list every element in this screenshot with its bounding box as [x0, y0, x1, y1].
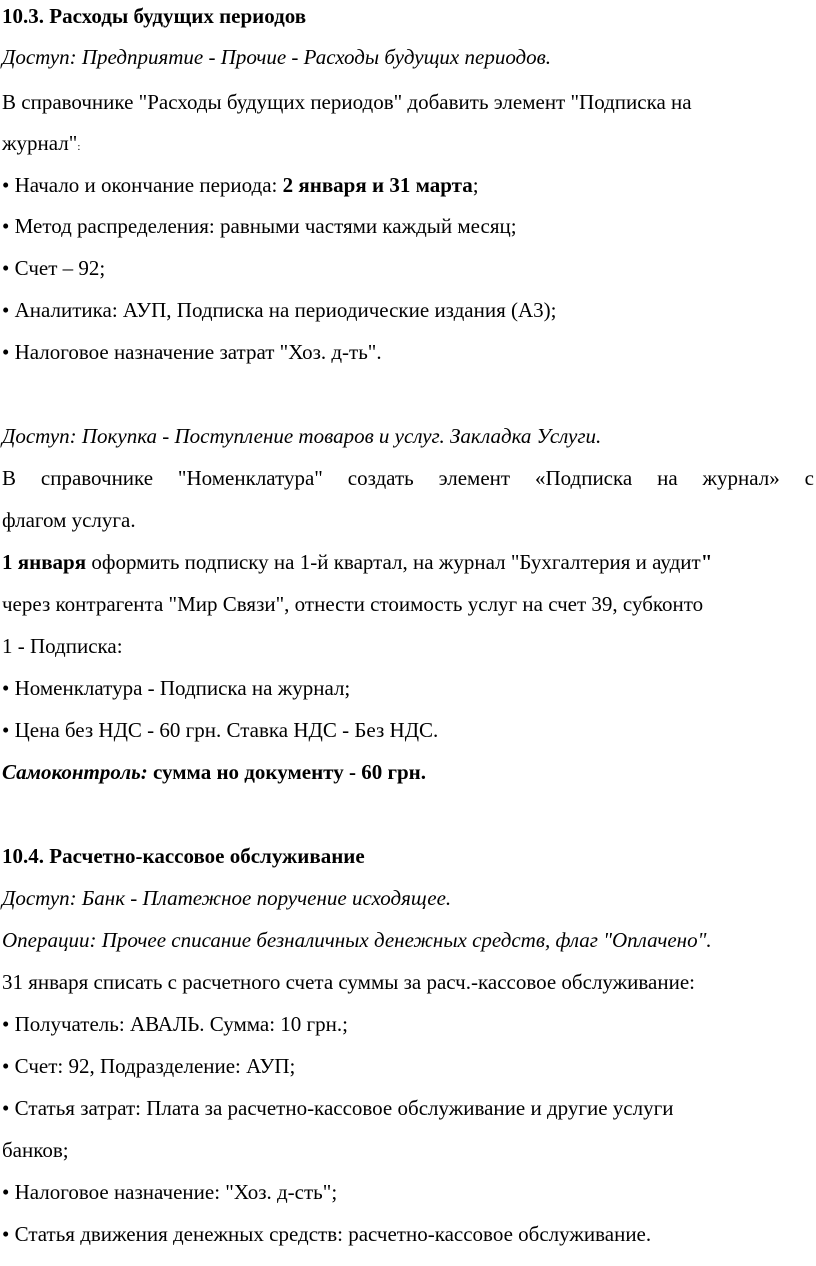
- self-check-label: Самоконтроль:: [2, 760, 148, 784]
- paragraph-line: 31 января списать с расчетного счета суммы за расч.-кассовое обслуживание:: [2, 970, 695, 994]
- list-item-recipient: • Получатель: АВАЛЬ. Сумма: 10 грн.;: [2, 1012, 348, 1036]
- list-item-tax-purpose: • Налоговое назначение затрат "Хоз. д-ть".: [2, 340, 382, 364]
- list-item-text: • Начало и окончание периода:: [2, 173, 283, 197]
- self-check-text: сумма но документу - 60 грн.: [147, 760, 427, 784]
- operations-line: Операции: Прочее списание безналичных денежных средств, флаг "Оплачено".: [2, 928, 712, 952]
- section-heading-10-4: 10.4. Расчетно-кассовое обслуживание: [2, 844, 365, 868]
- list-item-method: • Метод распределения: равными частями каждый месяц;: [2, 214, 517, 238]
- list-item-period: [2, 170, 814, 200]
- list-item-account: • Счет – 92;: [2, 256, 106, 280]
- self-check-line: [2, 757, 814, 787]
- list-item-price: • Цена без НДС - 60 грн. Ставка НДС - Без НДС.: [2, 718, 439, 742]
- paragraph-line: 1 - Подписка:: [2, 634, 123, 658]
- list-item-cash-flow: • Статья движения денежных средств: расчетно-кассовое обслуживание.: [2, 1222, 652, 1246]
- paragraph-punct: ": [700, 550, 713, 574]
- paragraph-line: В справочнике "Номенклатура" создать элемент «Подписка на журнал» с: [2, 466, 814, 490]
- paragraph-text: оформить подписку на 1-й квартал, на журнал "Бухгалтерия и аудит: [86, 550, 701, 574]
- list-item-cost-item: • Статья затрат: Плата за расчетно-кассовое обслуживание и другие услуги: [2, 1096, 674, 1120]
- access-path-bank: Доступ: Банк - Платежное поручение исходящее.: [2, 886, 452, 910]
- paragraph-line: флагом услуга.: [2, 508, 136, 532]
- list-item-tax-purpose: • Налоговое назначение: "Хоз. д-сть";: [2, 1180, 338, 1204]
- paragraph-line: [2, 547, 814, 577]
- list-item-account-dept: • Счет: 92, Подразделение: АУП;: [2, 1054, 296, 1078]
- list-item-emphasis: 2 января и 31 марта: [282, 173, 473, 197]
- paragraph-text: журнал": [2, 131, 78, 155]
- access-path-purchase: Доступ: Покупка - Поступление товаров и услуг. Закладка Услуги.: [2, 424, 602, 448]
- list-item-nomenclature: • Номенклатура - Подписка на журнал;: [2, 676, 351, 700]
- paragraph-line: [2, 128, 814, 162]
- list-item-cost-item-cont: банков;: [2, 1138, 69, 1162]
- access-path-deferred-expenses: Доступ: Предприятие - Прочие - Расходы будущих периодов.: [2, 45, 552, 69]
- paragraph-punct: :: [77, 141, 81, 153]
- list-item-text: ;: [472, 173, 479, 197]
- section-heading-10-3: 10.3. Расходы будущих периодов: [2, 4, 307, 28]
- paragraph-line: через контрагента "Мир Связи", отнести стоимость услуг на счет 39, субконто: [2, 592, 704, 616]
- paragraph-emphasis: 1 января: [2, 550, 87, 574]
- list-item-analytics: • Аналитика: АУП, Подписка на периодические издания (А3);: [2, 298, 557, 322]
- paragraph-line: В справочнике "Расходы будущих периодов" добавить элемент "Подписка на: [2, 90, 692, 114]
